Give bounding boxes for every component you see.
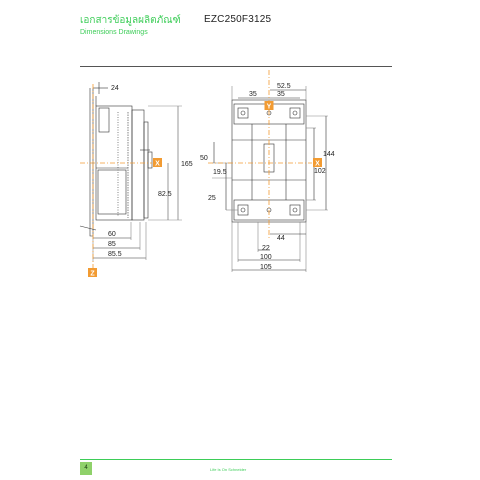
document-subtitle: Dimensions Drawings [80, 29, 148, 36]
dim-front-100: 100 [260, 254, 272, 261]
dim-front-52-5: 52.5 [277, 83, 291, 90]
schneider-logo: Life Is On Schneider [210, 467, 247, 472]
dim-front-102: 102 [314, 168, 326, 175]
front-axes [208, 70, 312, 240]
y-axis-label-front: Y [266, 103, 272, 111]
dim-side-85-5: 85.5 [108, 251, 122, 258]
x-axis-label-side: X [155, 160, 160, 168]
dim-side-165: 165 [181, 161, 193, 168]
dim-front-19-5: 19.5 [213, 169, 227, 176]
side-axes [80, 84, 152, 270]
dim-front-35-left: 35 [249, 91, 257, 98]
footer-divider [80, 459, 392, 460]
dim-front-105: 105 [260, 264, 272, 271]
dim-front-44: 44 [277, 235, 285, 242]
side-view [80, 82, 182, 262]
page-number: 4 [80, 462, 92, 475]
z-axis-label-side: Z [90, 270, 95, 278]
dim-front-35-right: 35 [277, 91, 285, 98]
dim-side-24: 24 [111, 85, 119, 92]
dim-front-50: 50 [200, 155, 208, 162]
dim-front-22: 22 [262, 245, 270, 252]
dim-front-144: 144 [323, 151, 335, 158]
document-title-thai: เอกสารข้อมูลผลิตภัณฑ์ [80, 15, 181, 26]
dim-side-82-5: 82.5 [158, 191, 172, 198]
front-view [212, 86, 328, 272]
dim-front-25: 25 [208, 195, 216, 202]
dim-side-85: 85 [108, 241, 116, 248]
x-axis-label-front: X [315, 160, 320, 168]
product-reference: EZC250F3125 [204, 14, 272, 25]
dim-side-60: 60 [108, 231, 116, 238]
